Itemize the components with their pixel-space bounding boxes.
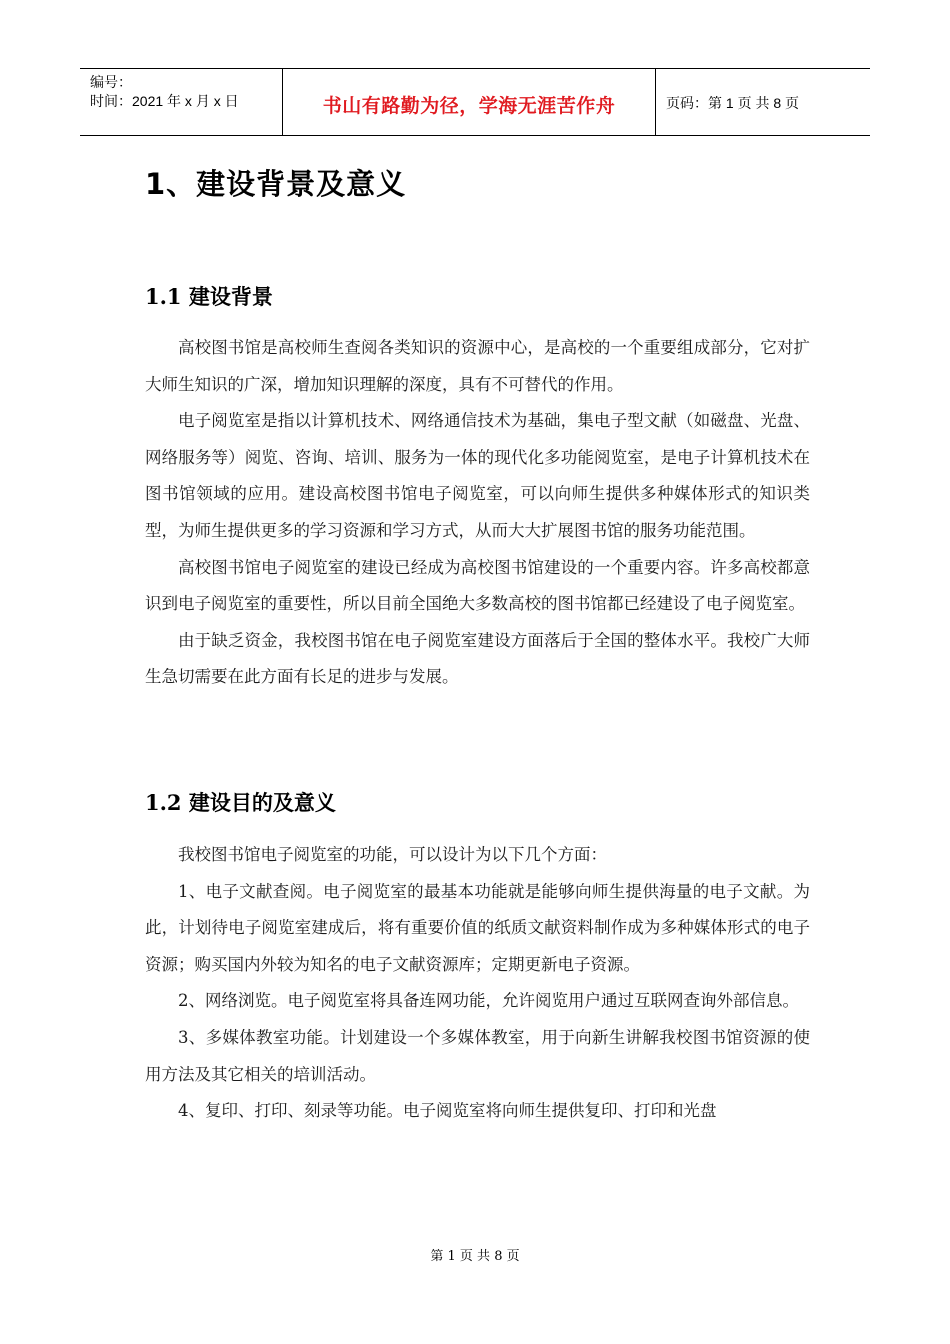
page-footer: 第 1 页 共 8 页: [430, 1249, 520, 1264]
date-label: 时间：2021 年 x 月 x 日: [90, 93, 239, 109]
section-1-1-body: [145, 330, 810, 696]
list-item: 4、复印、打印、刻录等功能。电子阅览室将向师生提供复印、打印和光盘: [178, 1101, 717, 1121]
header-meta: [80, 69, 282, 135]
page-header: [80, 68, 870, 136]
serial-number-label: 编号：: [90, 74, 132, 90]
paragraph: 高校图书馆是高校师生查阅各类知识的资源中心，是高校的一个重要组成部分，它对扩大师生知识的广深，增加知识理解的深度，具有不可替代的作用。: [145, 338, 810, 394]
section-1-2-heading: 1.2 建设目的及意义: [145, 790, 336, 815]
page-info-text: 页码：第 1 页 共 8 页: [666, 95, 800, 111]
section-1-1-heading: 1.1 建设背景: [145, 284, 273, 309]
paragraph: 由于缺乏资金，我校图书馆在电子阅览室建设方面落后于全国的整体水平。我校广大师生急切需要在此方面有长足的进步与发展。: [145, 630, 810, 687]
paragraph: 电子阅览室是指以计算机技术、网络通信技术为基础，集电子型文献（如磁盘、光盘、网络服务等）阅览、咨询、培训、服务为一体的现代化多功能阅览室，是电子计算机技术在图书馆领域的应用。建设高校图书馆电子阅览室，可以向师生提供多种媒体形式的知识类型，为师生提供更多的学习资源和学习方式，从而大大扩展图书馆的服务功能范围。: [145, 411, 810, 540]
header-motto-cell: [282, 69, 656, 135]
paragraph: 我校图书馆电子阅览室的功能，可以设计为以下几个方面：: [178, 845, 607, 864]
motto-text: 书山有路勤为径，学海无涯苦作舟: [322, 94, 616, 117]
section-1-2-body: [145, 837, 810, 1130]
paragraph: 高校图书馆电子阅览室的建设已经成为高校图书馆建设的一个重要内容。许多高校都意识到电子阅览室的重要性，所以目前全国绝大多数高校的图书馆都已经建设了电子阅览室。: [145, 557, 810, 614]
section-1-heading: 1、建设背景及意义: [145, 167, 407, 201]
list-item: 1、电子文献查阅。电子阅览室的最基本功能就是能够向师生提供海量的电子文献。为此，计划待电子阅览室建成后，将有重要价值的纸质文献资料制作成为多种媒体形式的电子资源；购买国内外较为知名的电子文献资源库；定期更新电子资源。: [145, 881, 810, 974]
list-item: 3、多媒体教室功能。计划建设一个多媒体教室，用于向新生讲解我校图书馆资源的使用方法及其它相关的培训活动。: [145, 1027, 810, 1084]
header-page-info: [656, 69, 870, 135]
list-item: 2、网络浏览。电子阅览室将具备连网功能，允许阅览用户通过互联网查询外部信息。: [178, 991, 799, 1011]
